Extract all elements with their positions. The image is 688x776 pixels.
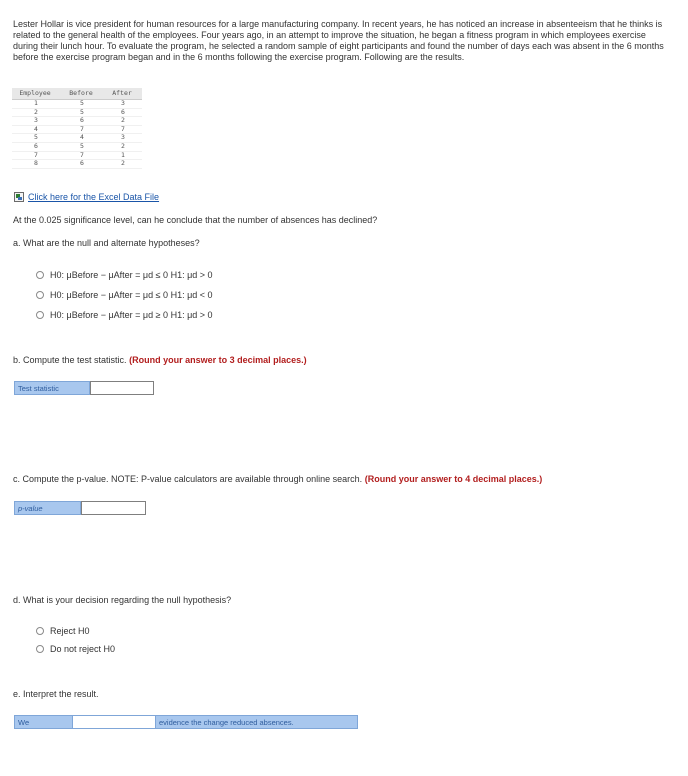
table-cell: 2 — [104, 117, 142, 126]
table-cell: 6 — [12, 142, 60, 151]
radio-button[interactable] — [36, 271, 44, 279]
decision-label: Do not reject H0 — [50, 644, 116, 654]
radio-button[interactable] — [36, 627, 44, 635]
part-a-question: a. What are the null and alternate hypotheses? — [13, 238, 200, 248]
decision-option-do-not-reject[interactable] — [36, 640, 115, 658]
part-e-question: e. Interpret the result. — [13, 689, 99, 699]
column-header-after: After — [104, 88, 142, 100]
decision-option-reject[interactable] — [36, 622, 115, 640]
table-cell: 1 — [104, 151, 142, 160]
hypothesis-alternate: H1: μd > 0 — [170, 310, 213, 320]
decision-options — [36, 622, 115, 658]
part-b-rounding-note: (Round your answer to 3 decimal places.) — [129, 355, 307, 365]
hypothesis-option-2[interactable] — [36, 285, 213, 305]
interpretation-dropdown[interactable]: We — [14, 715, 73, 729]
radio-button[interactable] — [36, 291, 44, 299]
table-cell: 7 — [60, 125, 104, 134]
table-cell: 6 — [60, 117, 104, 126]
table-cell: 2 — [104, 160, 142, 169]
excel-file-icon — [14, 192, 24, 202]
interpretation-trailing-text: evidence the change reduced absences. — [155, 715, 358, 729]
column-header-employee: Employee — [12, 88, 60, 100]
test-statistic-row — [14, 381, 154, 395]
table-cell: 2 — [104, 142, 142, 151]
absence-data-table — [12, 88, 142, 169]
hypothesis-alternate: H1: μd > 0 — [170, 270, 213, 280]
excel-link-text[interactable]: Click here for the Excel Data File — [28, 192, 160, 202]
excel-data-link[interactable] — [14, 192, 159, 202]
part-d-question: d. What is your decision regarding the null hypothesis? — [13, 595, 232, 605]
main-question: At the 0.025 significance level, can he conclude that the number of absences has declined? — [13, 215, 378, 225]
table-row — [12, 117, 142, 126]
table-cell: 4 — [12, 125, 60, 134]
hypothesis-options — [36, 265, 213, 325]
table-cell: 7 — [104, 125, 142, 134]
p-value-row — [14, 501, 146, 515]
column-header-before: Before — [60, 88, 104, 100]
radio-button[interactable] — [36, 311, 44, 319]
table-cell: 6 — [104, 108, 142, 117]
table-row — [12, 100, 142, 109]
hypothesis-null: H0: μBefore − μAfter = μd ≥ 0 — [50, 310, 169, 320]
hypothesis-null: H0: μBefore − μAfter = μd ≤ 0 — [50, 290, 169, 300]
table-cell: 3 — [12, 117, 60, 126]
radio-button[interactable] — [36, 645, 44, 653]
problem-intro: Lester Hollar is vice president for human resources for a large manufacturing company. In recent years, he has noticed an increase in absenteeism that he thinks is related to the general health of the employees. Four years ago, in an attempt to improve the situation, he began a fitness program in which employees exercise during their lunch hour. To evaluate the program, he selected a random sample of eight participants and found the number of days each was absent in the 6 months before the exercise program began and in the 6 months following the exercise program. Following are the results. — [13, 19, 664, 62]
decision-label: Reject H0 — [50, 626, 90, 636]
part-b-question — [13, 355, 307, 365]
test-statistic-label: Test statistic — [14, 381, 90, 395]
p-value-label: p-value — [14, 501, 81, 515]
table-cell: 2 — [12, 108, 60, 117]
table-cell: 5 — [12, 134, 60, 143]
table-cell: 6 — [60, 160, 104, 169]
hypothesis-null: H0: μBefore − μAfter = μd ≤ 0 — [50, 270, 169, 280]
table-cell: 5 — [60, 100, 104, 109]
part-c-question — [13, 474, 542, 484]
part-c-rounding-note: (Round your answer to 4 decimal places.) — [364, 474, 543, 484]
interpretation-row — [14, 715, 358, 729]
table-cell: 1 — [12, 100, 60, 109]
part-c-text: c. Compute the p-value. NOTE: P-value calculators are available through online search. — [13, 474, 363, 484]
test-statistic-input[interactable] — [90, 381, 154, 395]
table-cell: 4 — [60, 134, 104, 143]
table-cell: 3 — [104, 100, 142, 109]
hypothesis-option-1[interactable] — [36, 265, 213, 285]
table-cell: 5 — [60, 108, 104, 117]
table-cell: 5 — [60, 142, 104, 151]
p-value-input[interactable] — [81, 501, 146, 515]
table-cell: 3 — [104, 134, 142, 143]
interpretation-dropdown-value[interactable] — [73, 715, 155, 729]
table-cell: 8 — [12, 160, 60, 169]
part-b-text: b. Compute the test statistic. — [13, 355, 127, 365]
hypothesis-alternate: H1: μd < 0 — [170, 290, 213, 300]
hypothesis-option-3[interactable] — [36, 305, 213, 325]
table-row — [12, 142, 142, 151]
table-cell: 7 — [60, 151, 104, 160]
table-cell: 7 — [12, 151, 60, 160]
table-row — [12, 160, 142, 169]
